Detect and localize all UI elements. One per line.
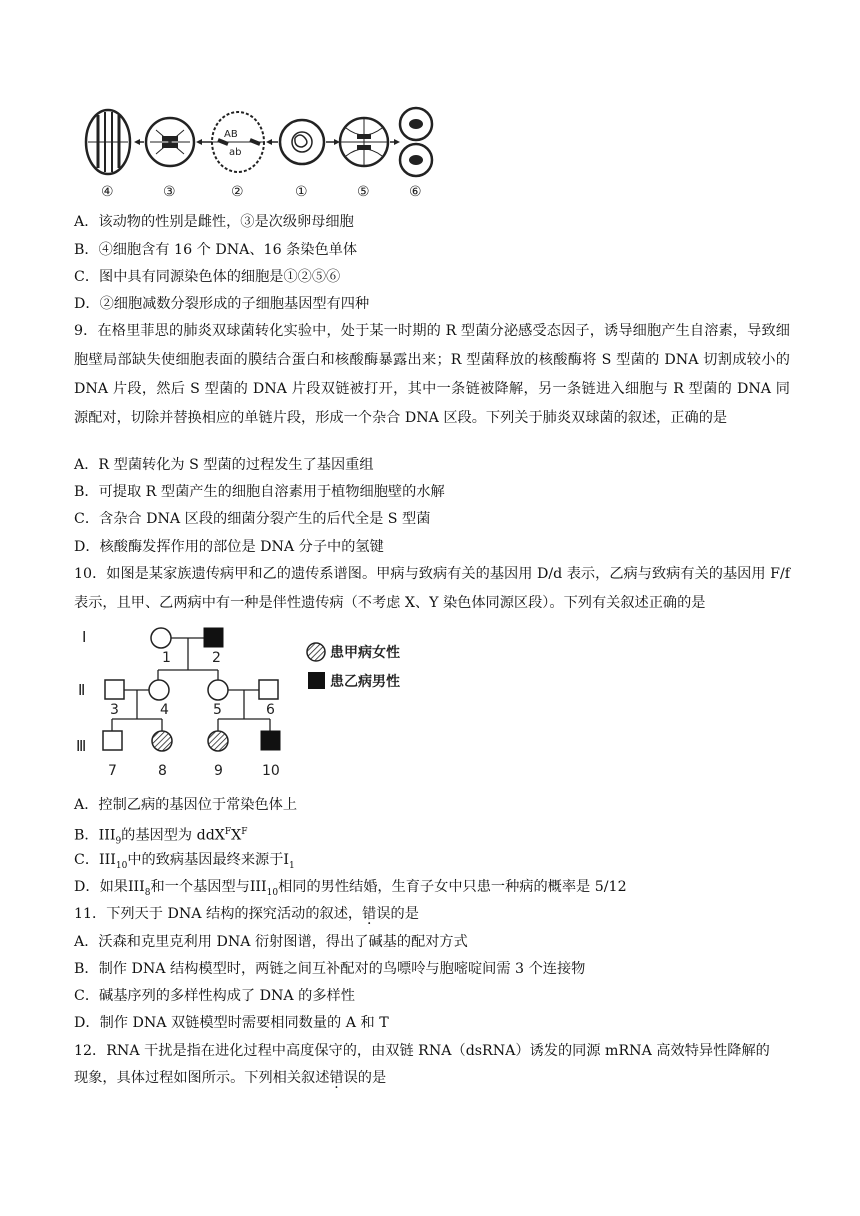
q10-option-d-text: D．如果III — [74, 879, 145, 895]
individual-number-9: 9 — [214, 763, 223, 779]
cell-2-label-ab-lower: ab — [229, 147, 242, 158]
q10-option-d — [74, 877, 627, 903]
individual-7 — [103, 731, 122, 750]
individual-number-3: 3 — [110, 702, 119, 718]
q10-option-b-sub: 9 — [115, 836, 122, 847]
individual-number-2: 2 — [212, 650, 221, 666]
q10-option-b-text: 的基因型为 ddX — [121, 827, 225, 844]
q11-stem-emphasis: 错 — [362, 906, 377, 922]
q11-option-c: C．碱基序列的多样性构成了 DNA 的多样性 — [74, 988, 355, 1004]
cell-label: ① — [295, 184, 308, 200]
legend-label-male-b: 患乙病男性 — [330, 674, 400, 690]
individual-8 — [152, 731, 172, 751]
individual-number-5: 5 — [213, 702, 222, 718]
individual-number-1: 1 — [162, 650, 171, 666]
q9-stem: 9．在格里菲思的肺炎双球菌转化实验中，处于某一时期的 R 型菌分泌感受态因子，诱导细胞产生自溶素，导致细胞壁局部缺失使细胞表面的膜结合蛋白和核酸酶暴露出来；R 型菌释放的核酸酶将 S 型菌的 DNA 切割成较小的 DNA 片段，然后 S 型菌的 DNA 片段双链被打开，其中一条链被降解，另一条链进入细胞与 R 型菌的 DNA 同源配对，切除并替换相应的单链片段，形成一个杂合 DNA 区段。下列关于肺炎双球菌的叙述，正确的是 — [74, 323, 790, 426]
q10-option-c — [74, 850, 295, 876]
q12-stem-text: 误的是 — [343, 1070, 387, 1086]
individual-number-10: 10 — [262, 763, 280, 779]
individual-6 — [259, 680, 278, 699]
q10-option-b — [74, 822, 248, 852]
q8-option-c: C．图中具有同源染色体的细胞是①②⑤⑥ — [74, 269, 341, 285]
q9-option-a: A．R 型菌转化为 S 型菌的过程发生了基因重组 — [74, 457, 374, 473]
q10-stem: 10．如图是某家族遗传病甲和乙的遗传系谱图。甲病与致病有关的基因用 D/d 表示，乙病与致病有关的基因用 F/f 表示，且甲、乙两病中有一种是伴性遗传病（不考虑 X、Y 染色体同源区段）。下列有关叙述正确的是 — [74, 566, 790, 611]
q10-option-d-text: 和一个基因型与III — [150, 879, 267, 895]
q10-option-a: A．控制乙病的基因位于常染色体上 — [74, 797, 298, 813]
individual-1 — [151, 628, 171, 648]
cell-label: ③ — [163, 184, 176, 200]
individual-10 — [261, 731, 280, 750]
cell-label: ⑤ — [357, 184, 370, 200]
cell-division-figure — [74, 100, 434, 205]
q11-option-a: A．沃森和克里克利用 DNA 衍射图谱，得出了碱基的配对方式 — [74, 934, 468, 950]
q10-option-c-text: 中的致病基因最终来源于I — [127, 852, 289, 868]
q9-option-d: D．核酸酶发挥作用的部位是 DNA 分子中的氢键 — [74, 539, 384, 555]
generation-label-i: Ⅰ — [82, 628, 87, 646]
q10-option-c-sub: 1 — [288, 860, 295, 871]
individual-2 — [204, 628, 223, 647]
q10-option-b-sup: F — [224, 827, 232, 837]
legend-hatched-female-icon — [307, 643, 325, 661]
individual-number-6: 6 — [266, 702, 275, 718]
q11-option-b: B．制作 DNA 结构模型时，两链之间互补配对的鸟嘌呤与胞嘧啶间需 3 个连接物 — [74, 961, 586, 977]
generation-label-ii: Ⅱ — [78, 681, 86, 699]
q12-stem-line2 — [74, 1068, 386, 1088]
q9-option-b: B．可提取 R 型菌产生的细胞自溶素用于植物细胞壁的水解 — [74, 484, 445, 500]
cell-5 — [340, 118, 388, 166]
q10-option-b-text: X — [231, 827, 242, 844]
q8-option-d: D．②细胞减数分裂形成的子细胞基因型有四种 — [74, 296, 370, 312]
q10-option-b-sup: F — [241, 827, 248, 837]
generation-label-iii: Ⅲ — [76, 737, 87, 755]
cell-label: ⑥ — [409, 184, 422, 200]
q10-option-d-text: 相同的男性结婚，生育子女中只患一种病的概率是 5/12 — [278, 879, 627, 895]
q12-stem-text: 现象，具体过程如图所示。下列相关叙述 — [74, 1070, 330, 1086]
pedigree-chart — [74, 618, 434, 784]
individual-4 — [149, 680, 169, 700]
q10-option-c-text: C．III — [74, 852, 116, 868]
q12-stem-line1: 12．RNA 干扰是指在进化过程中高度保守的，由双链 RNA（dsRNA）诱发的同源 mRNA 高效特异性降解的 — [74, 1043, 770, 1059]
q10-option-d-sub: 8 — [144, 887, 151, 898]
cell-label: ② — [231, 184, 244, 200]
individual-number-4: 4 — [160, 702, 169, 718]
q11-stem — [74, 904, 419, 924]
individual-5 — [208, 680, 228, 700]
q11-option-d: D．制作 DNA 双链模型时需要相同数量的 A 和 T — [74, 1015, 389, 1031]
q8-option-a: A．该动物的性别是雌性，③是次级卵母细胞 — [74, 214, 354, 230]
legend-black-male-icon — [308, 672, 325, 689]
cell-1 — [280, 120, 324, 164]
q8-option-b: B．④细胞含有 16 个 DNA、16 条染色单体 — [74, 242, 358, 258]
q11-stem-text: 11．下列天于 DNA 结构的探究活动的叙述， — [74, 906, 363, 922]
individual-number-7: 7 — [108, 763, 117, 779]
cell-4 — [86, 110, 130, 174]
q10-option-d-sub: 10 — [266, 887, 279, 898]
individual-3 — [105, 680, 124, 699]
individual-number-8: 8 — [158, 763, 167, 779]
cell-2 — [212, 112, 264, 172]
q9-option-c: C．含杂合 DNA 区段的细菌分裂产生的后代全是 S 型菌 — [74, 511, 431, 527]
q10-option-b-text: B．III — [74, 827, 116, 844]
q11-stem-text: 误的是 — [376, 906, 419, 922]
cell-3 — [146, 118, 194, 166]
q12-stem-emphasis: 错 — [329, 1070, 344, 1086]
cell-label: ④ — [101, 184, 114, 200]
cell-2-label-ab-upper: AB — [224, 129, 238, 140]
legend-label-female-a: 患甲病女性 — [330, 645, 400, 661]
q10-option-c-sub: 10 — [115, 860, 128, 871]
individual-9 — [208, 731, 228, 751]
